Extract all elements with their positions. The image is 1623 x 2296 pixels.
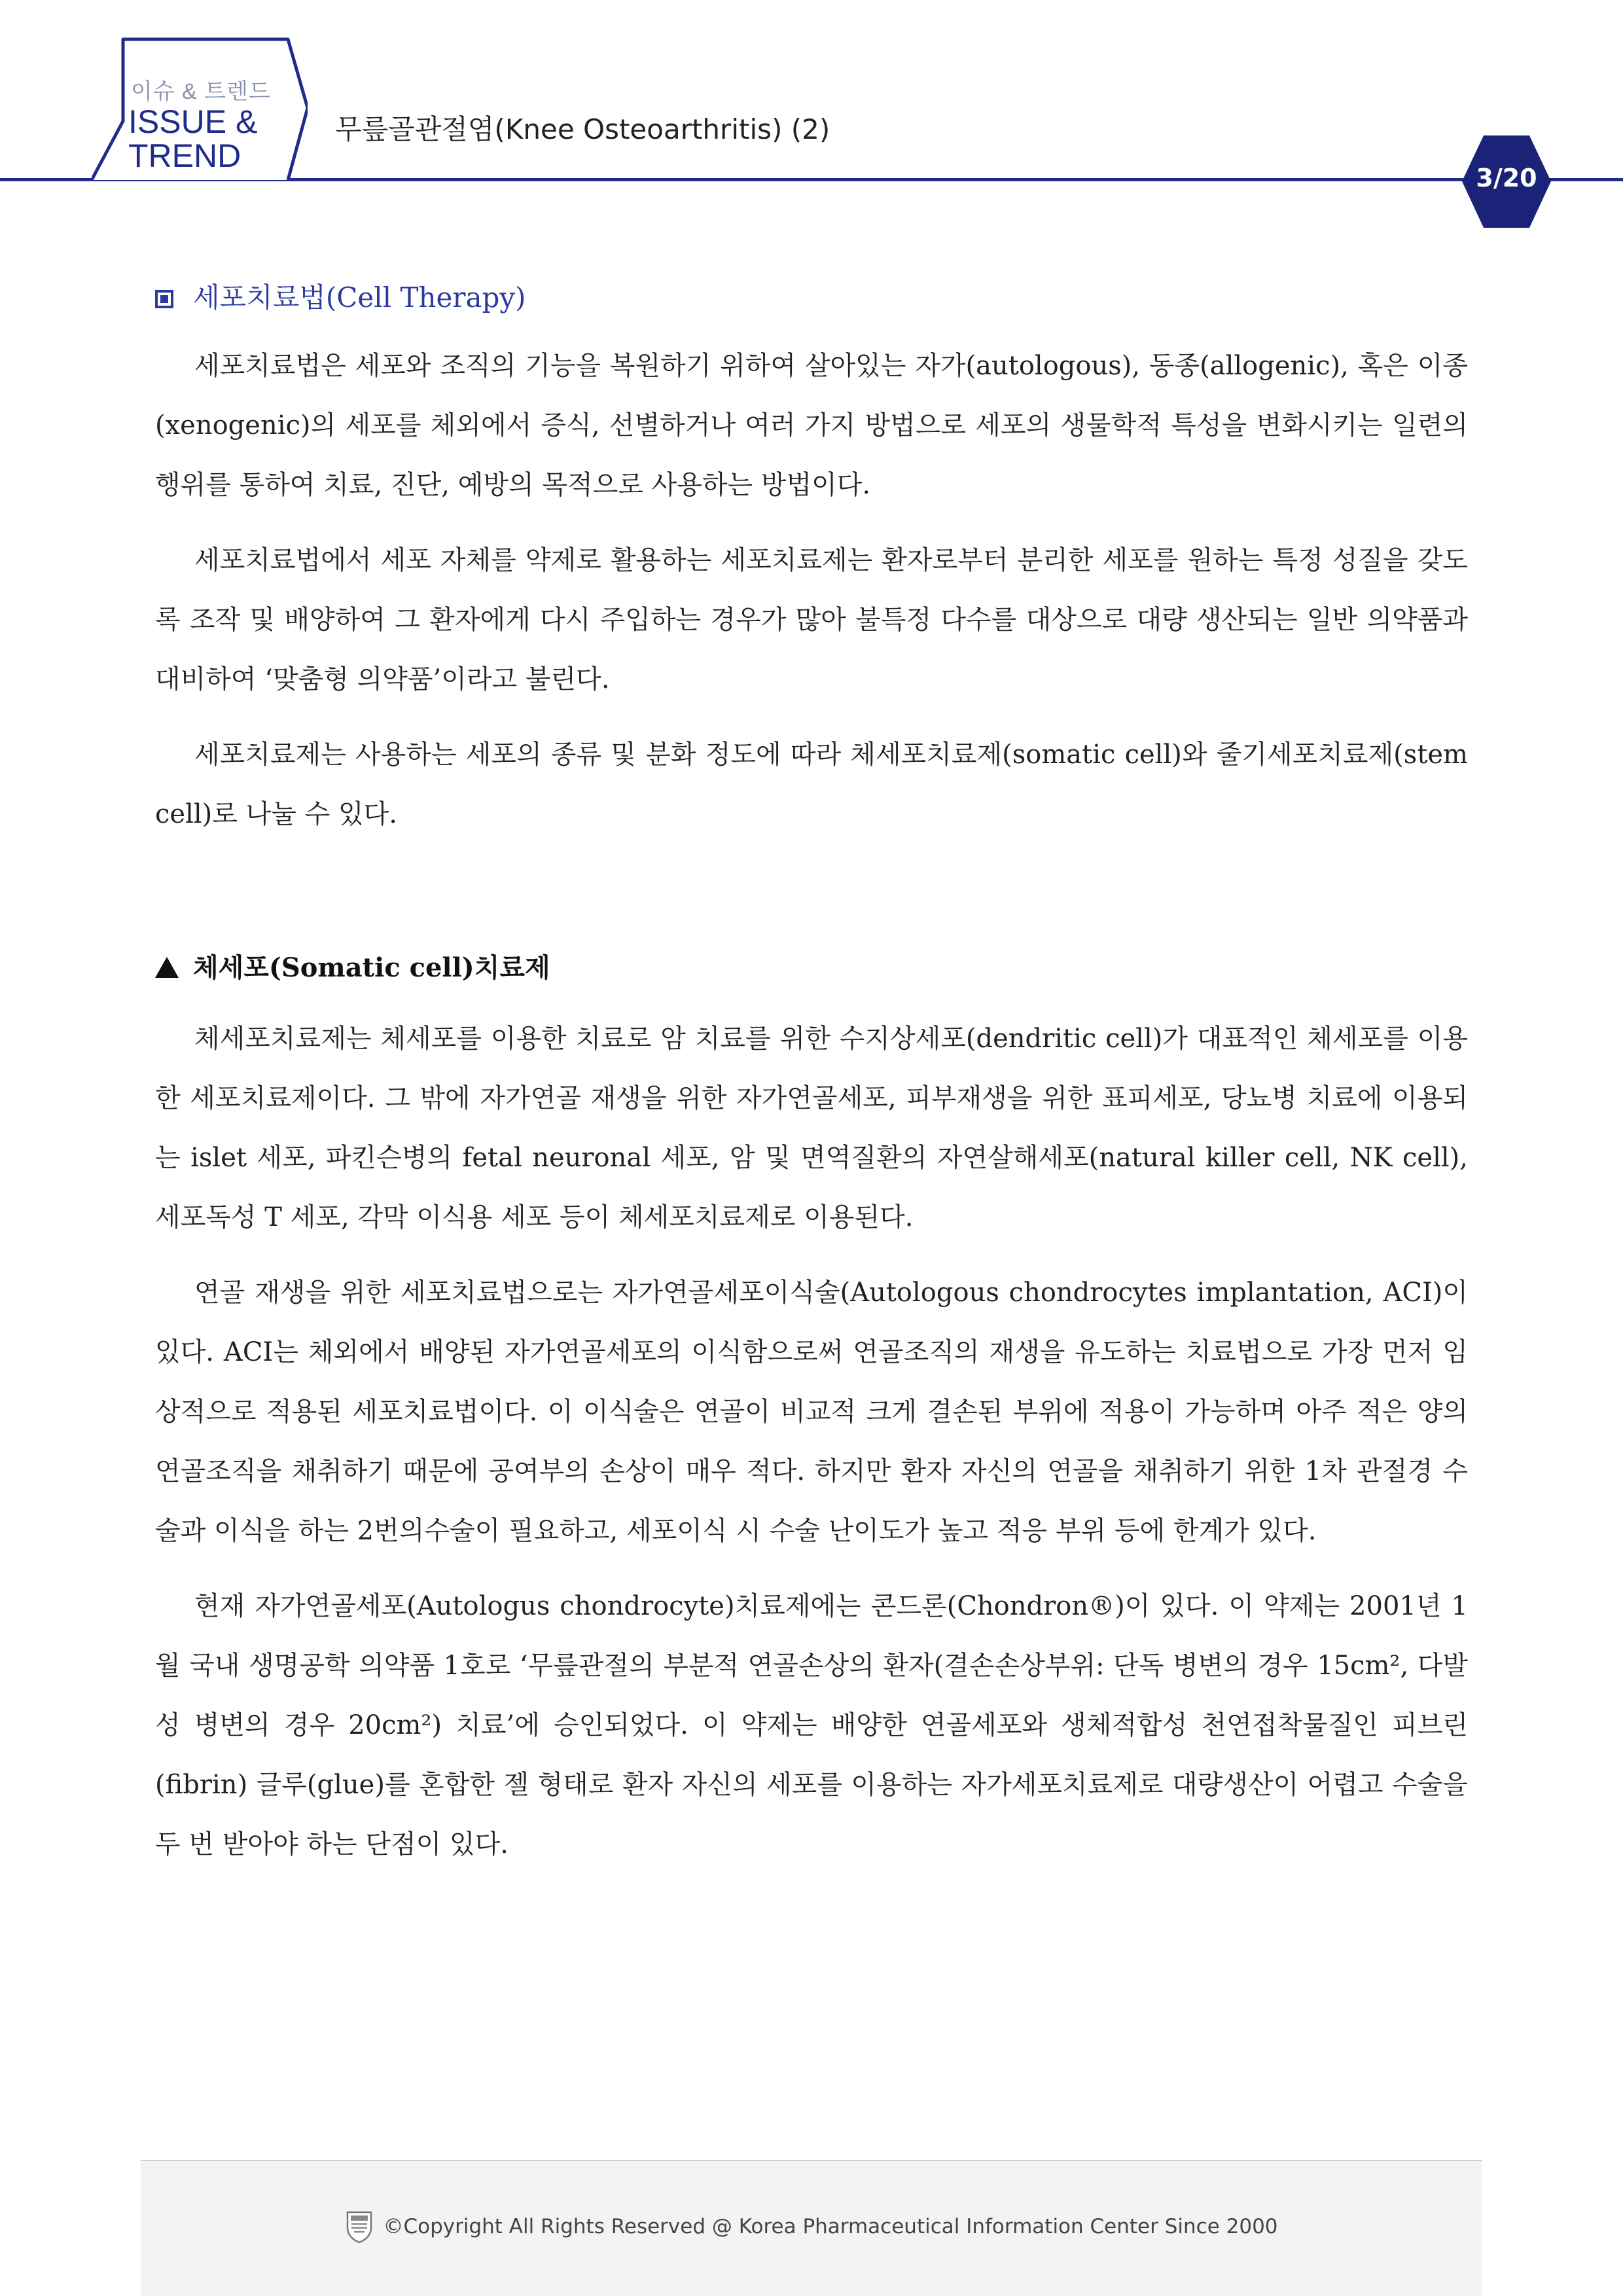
copyright-text: ©Copyright All Rights Reserved @ Korea Pharmaceutical Information Center Since 2000: [383, 2215, 1278, 2238]
section-heading: [155, 275, 1468, 321]
badge-korean-label: 이슈 & 트렌드: [131, 79, 271, 104]
subsection-heading-text: 체세포(Somatic cell)치료제: [193, 952, 550, 983]
triangle-bullet-icon: [155, 957, 179, 978]
paragraph: 세포치료제는 사용하는 세포의 종류 및 분화 정도에 따라 체세포치료제(somatic cell)와 줄기세포치료제(stem cell)로 나눌 수 있다.: [155, 740, 1468, 829]
article-body: [155, 275, 1468, 1890]
paragraph: 세포치료법에서 세포 자체를 약제로 활용하는 세포치료제는 환자로부터 분리한 세포를 원하는 특정 성질을 갖도록 조작 및 배양하여 그 환자에게 다시 주입하는 경우가 많아 불특정 다수를 대상으로 대량 생산되는 일반 의약품과 대비하여 ‘맞춤형 의약품’이라고 불린다.: [155, 545, 1468, 694]
paragraph: 현재 자가연골세포(Autologus chondrocyte)치료제에는 콘드론(Chondron®)이 있다. 이 약제는 2001년 1월 국내 생명공학 의약품 1호로 ‘무릎관절의 부분적 연골손상의 환자(결손손상부위: 단독 병변의 경우 15cm², 다발성 병변의 경우 20cm²) 치료’에 승인되었다. 이 약제는 배양한 연골세포와 생체적합성 천연접착물질인 피브린(fibrin) 글루(glue)를 혼합한 젤 형태로 환자 자신의 세포를 이용하는 자가세포치료제로 대량생산이 어렵고 수술을 두 번 받아야 하는 단점이 있다.: [155, 1591, 1468, 1859]
page-number: 3/20: [1476, 164, 1537, 192]
badge-line-issue: ISSUE &: [128, 103, 258, 140]
section-heading-text: 세포치료법(Cell Therapy): [193, 281, 526, 314]
footer: [141, 2210, 1482, 2244]
subsection-heading: [155, 945, 1468, 991]
page-title: 무릎골관절염(Knee Osteoarthritis) (2): [335, 113, 830, 145]
section-spacer: [155, 860, 1468, 945]
paragraph: 체세포치료제는 체세포를 이용한 치료로 암 치료를 위한 수지상세포(dendritic cell)가 대표적인 체세포를 이용한 세포치료제이다. 그 밖에 자가연골 재생을 위한 자가연골세포, 피부재생을 위한 표피세포, 당뇨병 치료에 이용되는 islet 세포, 파킨슨병의 fetal neuronal 세포, 암 및 면역질환의 자연살해세포(natural killer cell, NK cell), 세포독성 T 세포, 각막 이식용 세포 등이 체세포치료제로 이용된다.: [155, 1024, 1468, 1232]
paragraph: 연골 재생을 위한 세포치료법으로는 자가연골세포이식술(Autologous chondrocytes implantation, ACI)이 있다. ACI는 체외에서 배양된 자가연골세포의 이식함으로써 연골조직의 재생을 유도하는 치료법으로 가장 먼저 임상적으로 적용된 세포치료법이다. 이 이식술은 연골이 비교적 크게 결손된 부위에 적용이 가능하며 아주 적은 양의 연골조직을 채취하기 때문에 공여부의 손상이 매우 적다. 하지만 환자 자신의 연골을 채취하기 위한 1차 관절경 수술과 이식을 하는 2번의수술이 필요하고, 세포이식 시 수술 난이도가 높고 적응 부위 등에 한계가 있다.: [155, 1278, 1468, 1546]
square-bullet-icon: [155, 290, 173, 308]
paragraph: 세포치료법은 세포와 조직의 기능을 복원하기 위하여 살아있는 자가(autologous), 동종(allogenic), 혹은 이종(xenogenic)의 세포를 체외에서 증식, 선별하거나 여러 가지 방법으로 세포의 생물학적 특성을 변화시키는 일련의 행위를 통하여 치료, 진단, 예방의 목적으로 사용하는 방법이다.: [155, 351, 1468, 500]
badge-line-trend: TREND: [128, 137, 241, 174]
badge-issue-trend: [128, 105, 257, 173]
kpic-shield-logo-icon: [345, 2210, 374, 2244]
